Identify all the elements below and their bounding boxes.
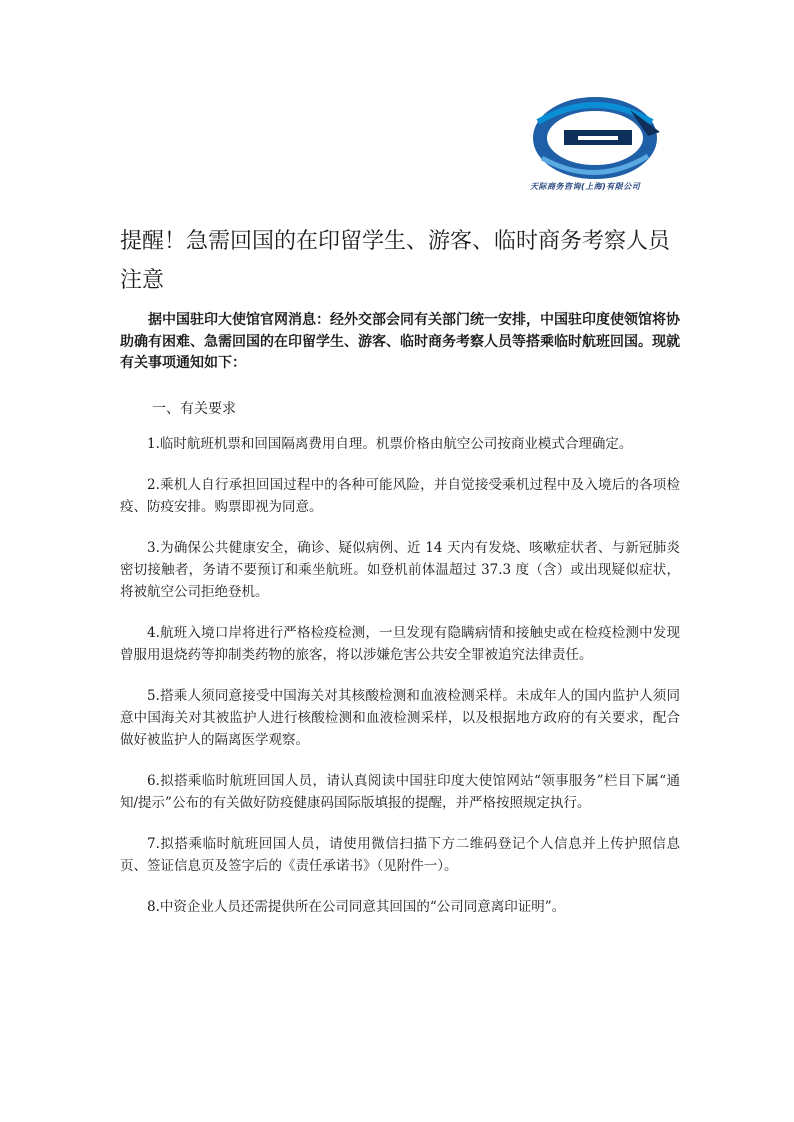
- company-caption: 天际商务咨询(上海)有限公司: [530, 182, 641, 191]
- section-heading: 一、有关要求: [152, 401, 236, 417]
- list-item: 8.中资企业人员还需提供所在公司同意其回国的“公司同意离印证明”。: [147, 899, 566, 915]
- list-item: 1.临时航班机票和回国隔离费用自理。机票价格由航空公司按商业模式合理确定。: [147, 436, 633, 452]
- list-item: 3.为确保公共健康安全，确诊、疑似病例、近 14 天内有发烧、咳嗽症状者、与新冠肺炎密切接触者，务请不要预订和乘坐航班。如登机前体温超过 37.3 度（含）或出现疑似症状，将被航空公司拒绝登机。: [120, 540, 680, 600]
- list-item: 4.航班入境口岸将进行严格检疫检测，一旦发现有隐瞒病情和接触史或在检疫检测中发现曾服用退烧药等抑制类药物的旅客，将以涉嫌危害公共安全罪被追究法律责任。: [120, 625, 680, 663]
- page-title: 提醒！急需回国的在印留学生、游客、临时商务考察人员注意: [120, 229, 671, 293]
- list-item: 7.拟搭乘临时航班回国人员，请使用微信扫描下方二维码登记个人信息并上传护照信息页、签证信息页及签字后的《责任承诺书》（见附件一）。: [120, 836, 680, 874]
- company-logo-icon: [520, 92, 670, 187]
- list-item: 6.拟搭乘临时航班回国人员，请认真阅读中国驻印度大使馆网站“领事服务”栏目下属“通知/提示”公布的有关做好防疫健康码国际版填报的提醒，并严格按照规定执行。: [120, 773, 680, 811]
- list-item: 5.搭乘人须同意接受中国海关对其核酸检测和血液检测采样。未成年人的国内监护人须同意中国海关对其被监护人进行核酸检测和血液检测采样，以及根据地方政府的有关要求，配合做好被监护人的隔离医学观察。: [120, 688, 680, 748]
- requirements-list: [120, 433, 680, 937]
- list-item: 2.乘机人自行承担回国过程中的各种可能风险，并自觉接受乘机过程中及入境后的各项检疫、防疫安排。购票即视为同意。: [120, 477, 680, 515]
- intro-paragraph: 据中国驻印大使馆官网消息：经外交部会同有关部门统一安排，中国驻印度使领馆将协助确有困难、急需回国的在印留学生、游客、临时商务考察人员等搭乘临时航班回国。现就有关事项通知如下：: [120, 312, 680, 371]
